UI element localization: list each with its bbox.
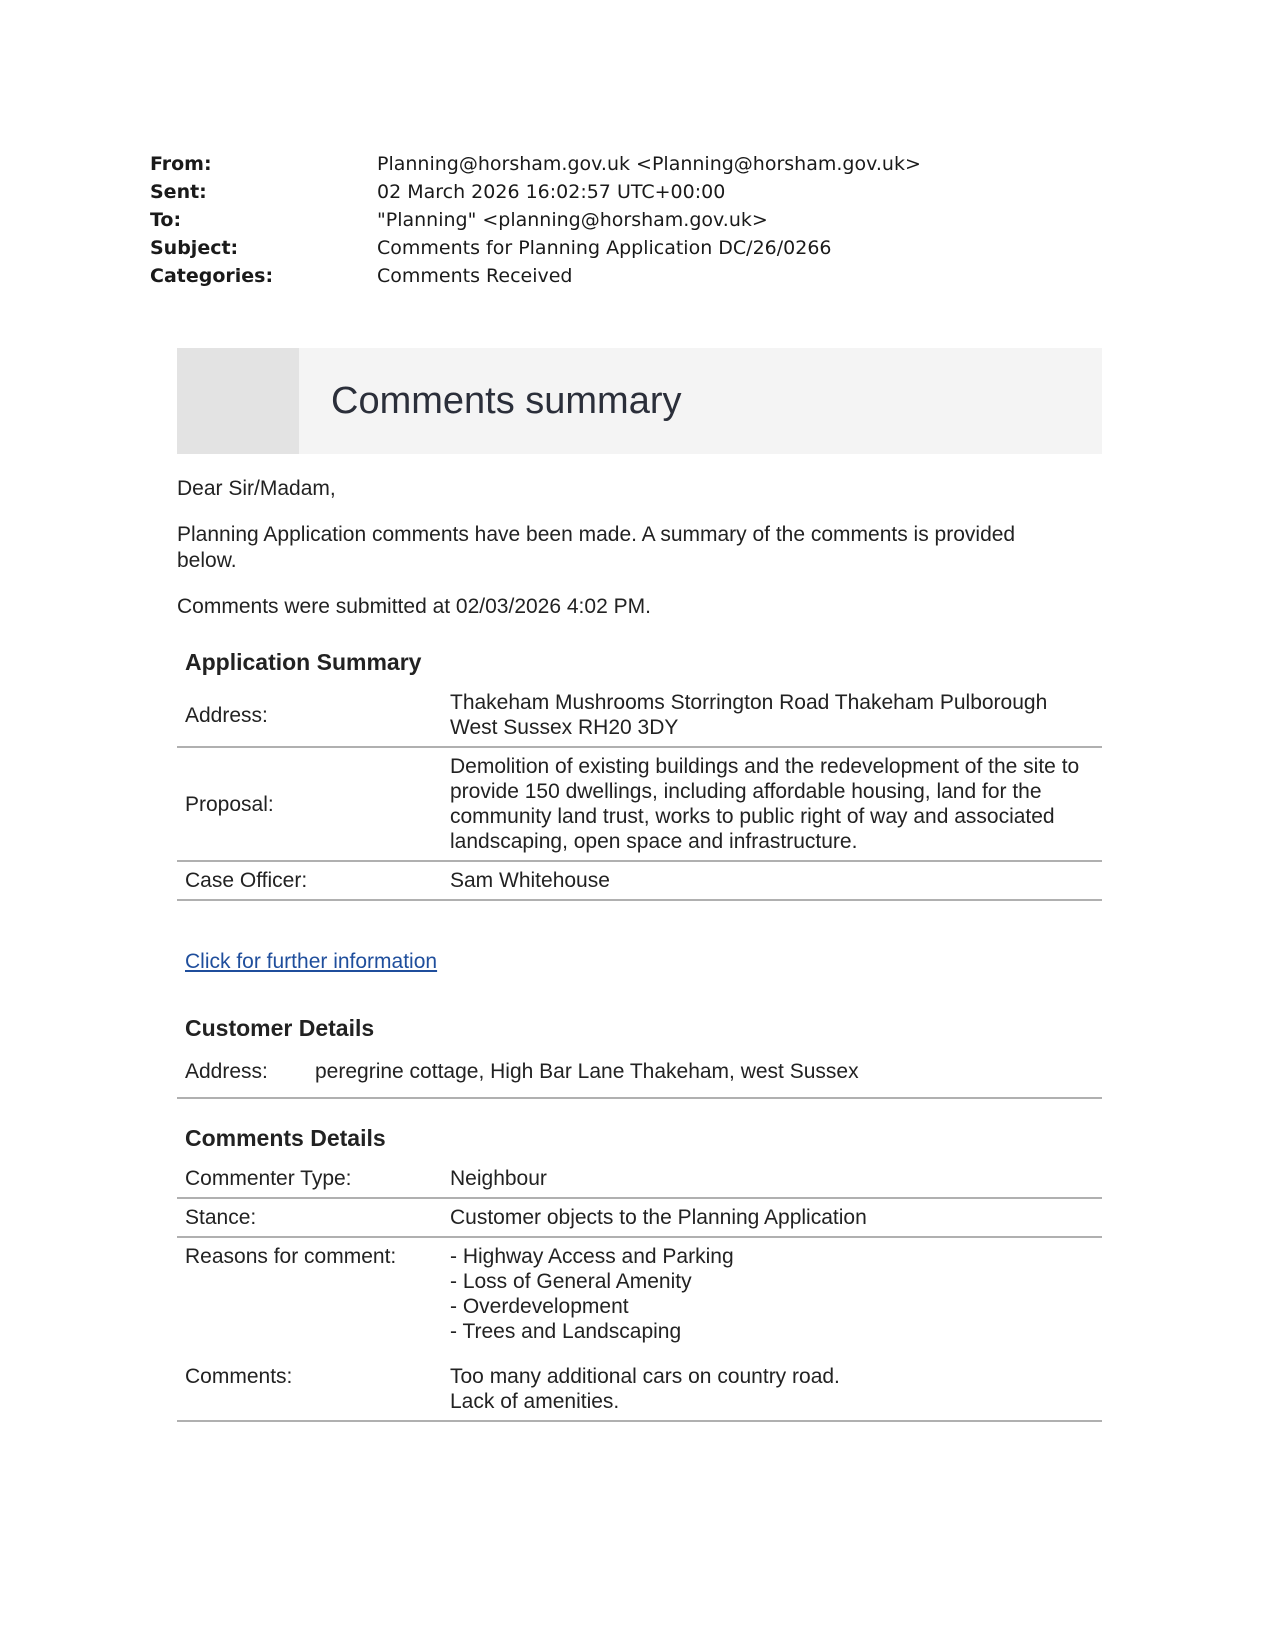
customer-address-row: [177, 1060, 1102, 1099]
to-label: To:: [150, 209, 182, 231]
comments-value: [442, 1350, 1102, 1421]
header-categories-row: [150, 262, 921, 290]
to-value: "Planning" <planning@horsham.gov.uk>: [377, 209, 768, 231]
comments-summary-banner: [177, 348, 1102, 454]
from-value: Planning@horsham.gov.uk <Planning@horsham.gov.uk>: [377, 153, 921, 175]
comments-label: Comments:: [177, 1350, 442, 1421]
customer-address-value: peregrine cottage, High Bar Lane Thakeham, west Sussex: [315, 1060, 859, 1083]
reason-item: - Trees and Landscaping: [450, 1320, 682, 1343]
table-row: [177, 684, 1102, 747]
comment-line: Too many additional cars on country road.: [450, 1365, 840, 1388]
further-information-link[interactable]: Click for further information: [185, 950, 438, 973]
case-officer-label: Case Officer:: [177, 861, 442, 900]
proposal-label: Proposal:: [177, 747, 442, 861]
table-row: [177, 1198, 1102, 1237]
sent-label: Sent:: [150, 181, 207, 203]
reason-item: - Highway Access and Parking: [450, 1245, 734, 1268]
header-from-row: [150, 150, 921, 178]
from-label: From:: [150, 153, 212, 175]
comments-details-table: [177, 1160, 1102, 1422]
table-row: [177, 747, 1102, 861]
subject-value: Comments for Planning Application DC/26/0266: [377, 237, 832, 259]
table-row: [177, 1350, 1102, 1421]
categories-label: Categories:: [150, 265, 274, 287]
reason-item: - Loss of General Amenity: [450, 1270, 692, 1293]
table-row: [177, 861, 1102, 900]
address-value: Thakeham Mushrooms Storrington Road Thakeham Pulborough West Sussex RH20 3DY: [442, 684, 1102, 747]
commenter-type-label: Commenter Type:: [177, 1160, 442, 1198]
email-header: [150, 150, 921, 290]
commenter-type-value: Neighbour: [442, 1160, 1102, 1198]
application-summary-title: Application Summary: [185, 649, 422, 675]
intro-paragraph: Planning Application comments have been made. A summary of the comments is provided below.: [177, 523, 1016, 572]
banner-title: Comments summary: [331, 380, 682, 422]
application-summary-table: [177, 684, 1102, 901]
proposal-value: Demolition of existing buildings and the redevelopment of the site to provide 150 dwellings, including affordable housing, land for the community land trust, works to public right of way and associated landscaping, open space and infrastructure.: [442, 747, 1102, 861]
reasons-list: [442, 1237, 1102, 1350]
categories-value: Comments Received: [377, 265, 573, 287]
case-officer-value: Sam Whitehouse: [442, 861, 1102, 900]
customer-details-title: Customer Details: [185, 1015, 375, 1041]
sent-value: 02 March 2026 16:02:57 UTC+00:00: [377, 181, 726, 203]
stance-value: Customer objects to the Planning Application: [442, 1198, 1102, 1237]
submitted-text: Comments were submitted at 02/03/2026 4:02 PM.: [177, 595, 651, 618]
reason-item: - Overdevelopment: [450, 1295, 629, 1318]
comment-line: Lack of amenities.: [450, 1390, 620, 1413]
reasons-label: Reasons for comment:: [185, 1245, 397, 1268]
header-subject-row: [150, 234, 921, 262]
header-sent-row: [150, 178, 921, 206]
table-row: [177, 1237, 1102, 1350]
customer-address-label: Address:: [185, 1060, 268, 1083]
header-to-row: [150, 206, 921, 234]
stance-label: Stance:: [177, 1198, 442, 1237]
address-label: Address:: [177, 684, 442, 747]
comments-details-title: Comments Details: [185, 1125, 386, 1151]
banner-side-block: [177, 348, 299, 454]
greeting: Dear Sir/Madam,: [177, 477, 336, 500]
table-row: [177, 1160, 1102, 1198]
subject-label: Subject:: [150, 237, 239, 259]
